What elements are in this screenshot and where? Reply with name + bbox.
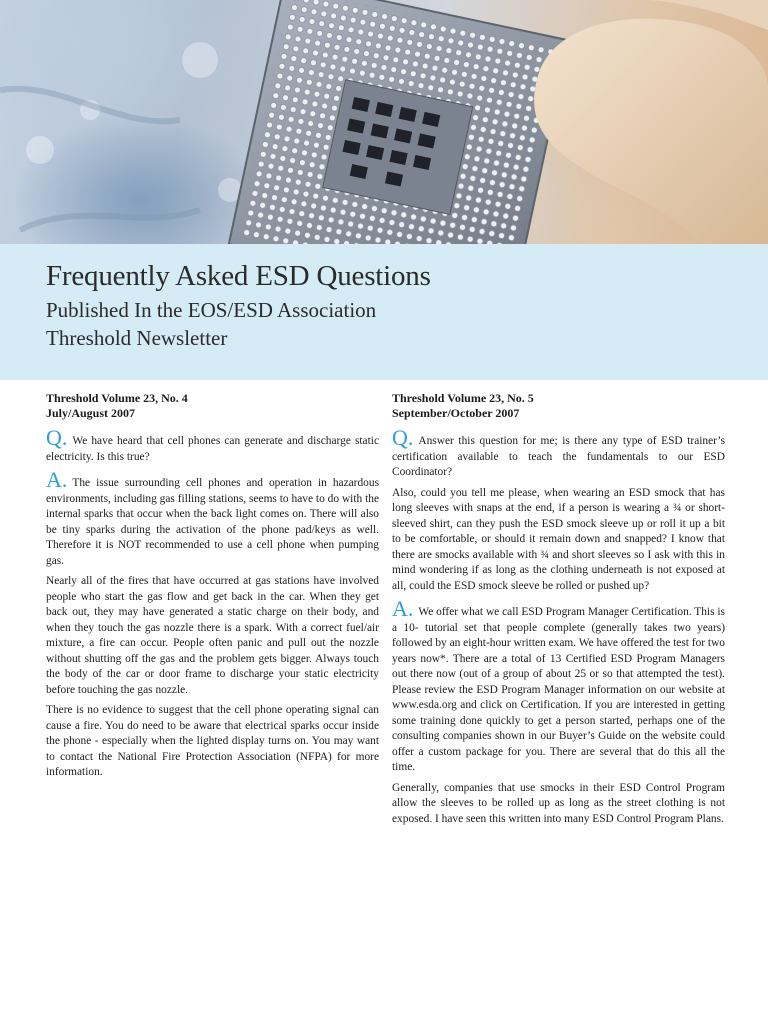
question-paragraph — [392, 425, 725, 481]
subtitle-line-2: Threshold Newsletter — [46, 326, 228, 350]
issue-volume: Threshold Volume 23, No. 5 — [392, 391, 534, 405]
issue-heading — [46, 391, 379, 421]
a-marker: A. — [46, 467, 68, 492]
answer-text: We offer what we call ESD Program Manager Certification. This is a 10- tutorial set that people complete (generally takes two years) followed by an eight-hour written exam. We have offered the test for two years now*. There are a total of 13 Certified ESD Program Managers out there now (out of a group of about 25 or so that attempted the test). Please review the ESD Program Manager information on our website at www.esda.org and click on Certification. If you are interested in getting some training done quickly to get a person started, perhaps one of the consulting companies shown in our Buyer’s Guide on the website could offer a custom package for you. There are several that do this all the time. — [392, 606, 725, 773]
page-subtitle — [46, 296, 376, 352]
answer-paragraph: There is no evidence to suggest that the cell phone operating signal can cause a fire. You do need to be aware that electrical sparks occur inside the phone - especially when the lighted display turns on. You may want to contact the National Fire Protection Association (NFPA) for more information. — [46, 704, 379, 778]
answer-paragraph — [46, 467, 379, 569]
issue-date: September/October 2007 — [392, 406, 520, 420]
answer-paragraph: Nearly all of the fires that have occurred at gas stations have involved people who start the gas flow and get back in the car. When they get back out, they may have generated a static charge on their body, and when they touch the gas nozzle there is a spark. With a correct fuel/air mixture, a fire can occur. People often panic and pull out the nozzle without shutting off the gas and the problem gets bigger. Always touch the body of the car or door frame to discharge your static electricity before touching the gas nozzle. — [46, 575, 379, 696]
q-marker: Q. — [46, 425, 68, 450]
question-text: We have heard that cell phones can generate and discharge static electricity. Is this true? — [46, 435, 379, 463]
issue-heading — [392, 391, 725, 421]
issue-volume: Threshold Volume 23, No. 4 — [46, 391, 188, 405]
title-band — [0, 244, 768, 380]
answer-followup-paragraph: Generally, companies that use smocks in their ESD Control Program allow the sleeves to be rolled up as long as the street clothing is not exposed. I have seen this written into many ESD Control Program Plans. — [392, 781, 725, 825]
left-column — [46, 391, 379, 786]
microchip-illustration — [0, 0, 768, 244]
answer-paragraph — [392, 596, 725, 776]
a-marker: A. — [392, 596, 414, 621]
issue-date: July/August 2007 — [46, 406, 136, 420]
subtitle-line-1: Published In the EOS/ESD Association — [46, 298, 377, 322]
hero-image — [0, 0, 768, 244]
page-title: Frequently Asked ESD Questions — [46, 260, 431, 292]
q-marker: Q. — [392, 425, 414, 450]
question-followup-paragraph: Also, could you tell me please, when wearing an ESD smock that has long sleeves with snaps at the end, if a person is wearing a ¾ or short-sleeved shirt, can they push the ESD smock sleeve up or roll it up a bit to be comfortable, or should it remain down and snapped? I know that there are smocks available with ¾ and short sleeves so I ask with this in mind wondering if as long as the clothing underneath is not exposed at all, could the ESD smock sleeve be rolled or pushed up? — [392, 486, 725, 592]
question-text: Answer this question for me; is there any type of ESD trainer’s certification available to teach the fundamentals to our ESD Coordinator? — [392, 435, 725, 478]
answer-text: The issue surrounding cell phones and operation in hazardous environments, including gas filling stations, seems to have to do with the internal sparks that occur when the back light comes on. There will also be tiny sparks during the activation of the phone pad/keys as well. Therefore it is NOT recommended to use a cell phone when pumping gas. — [46, 477, 379, 567]
right-column — [392, 391, 725, 832]
question-paragraph — [46, 425, 379, 465]
